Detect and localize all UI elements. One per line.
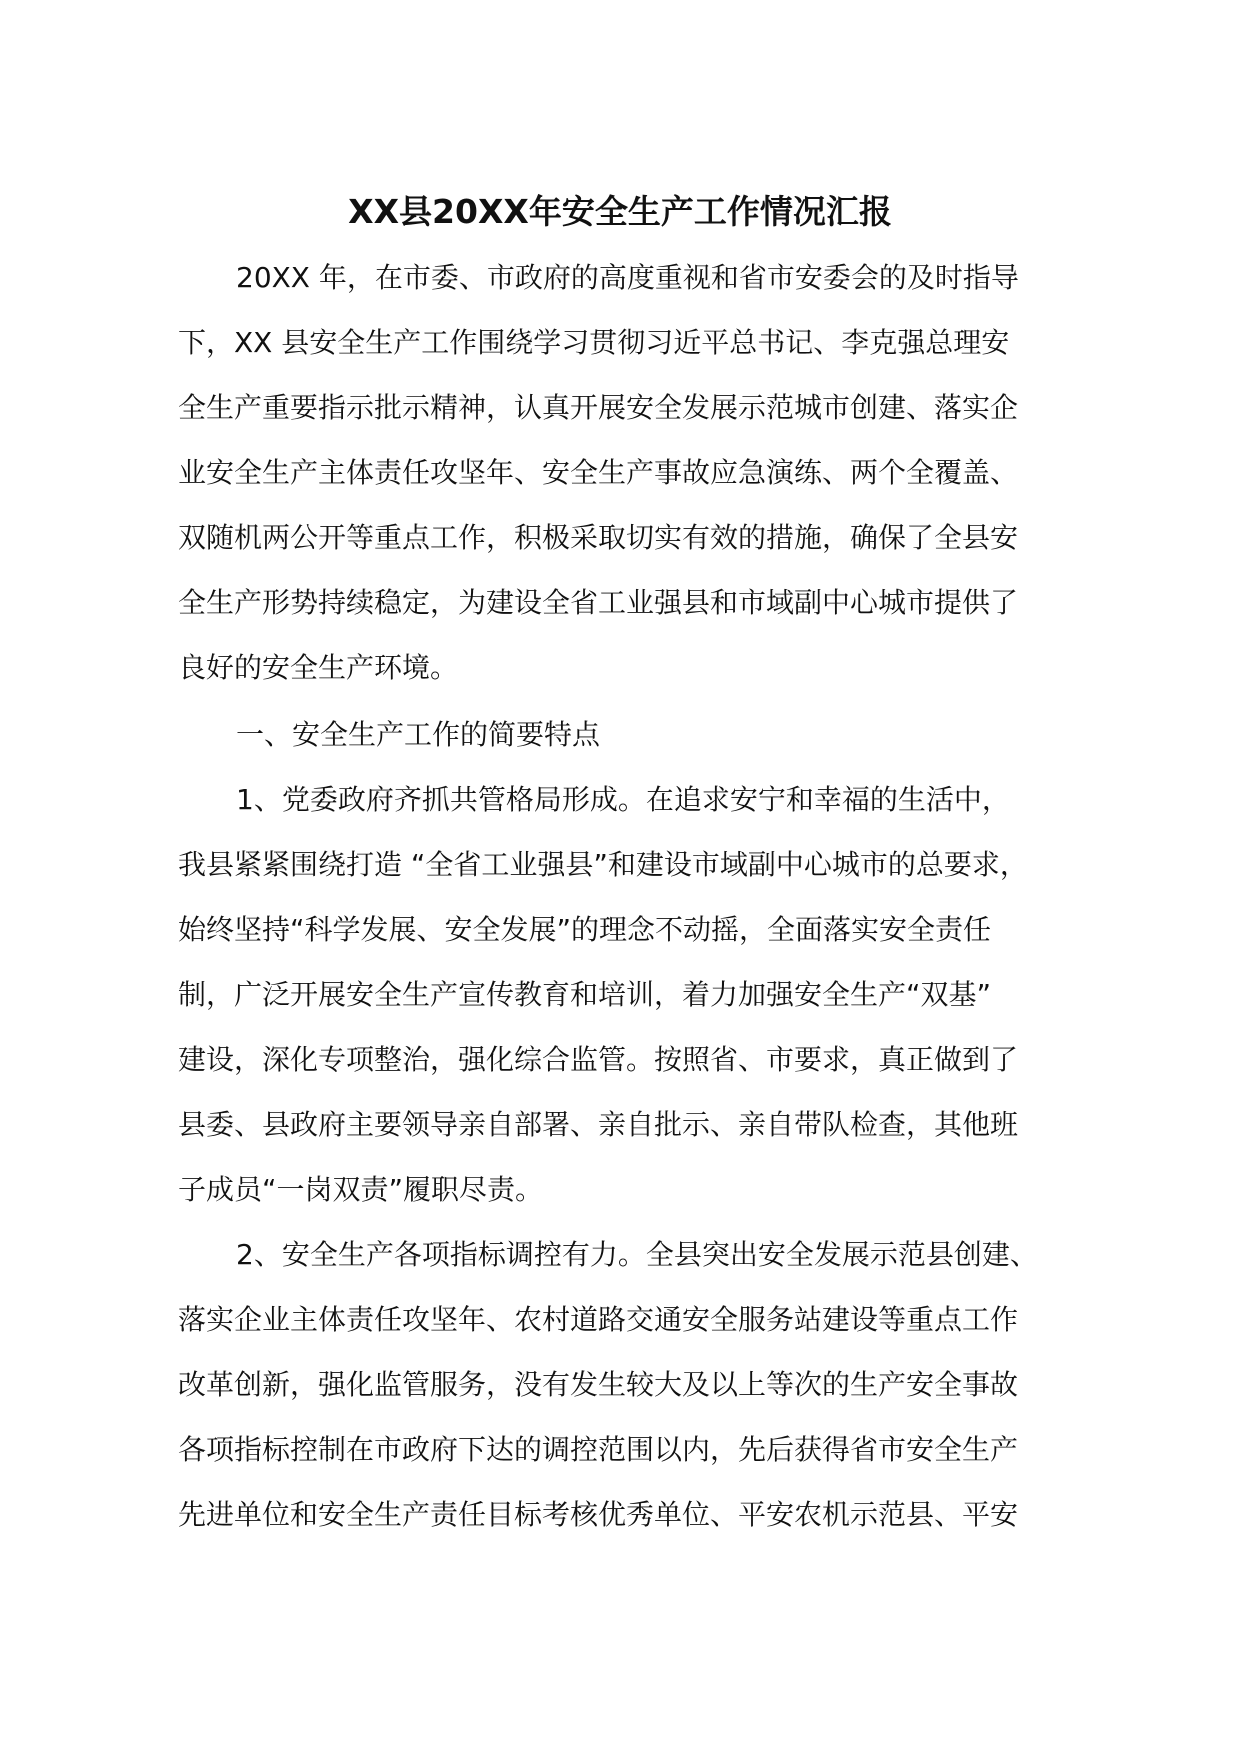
- para2-line5: 建设，深化专项整治，强化综合监管。按照省、市要求，真正做到了: [178, 1043, 1019, 1076]
- para1-line1: 20XX 年，在市委、市政府的高度重视和省市安委会的及时指导: [236, 261, 1019, 294]
- para2-line1: 1、党委政府齐抓共管格局形成。在追求安宁和幸福的生活中，: [236, 783, 1010, 816]
- para1-line5: 双随机两公开等重点工作，积极采取切实有效的措施，确保了全县安: [178, 521, 1019, 554]
- para2-line3: 始终坚持“科学发展、安全发展”的理念不动摇，全面落实安全责任: [178, 913, 992, 946]
- para1-line3: 全生产重要指示批示精神，认真开展安全发展示范城市创建、落实企: [178, 391, 1019, 424]
- para2-line4: 制，广泛开展安全生产宣传教育和培训，着力加强安全生产“双基”: [178, 978, 992, 1011]
- para1-line6: 全生产形势持续稳定，为建设全省工业强县和市域副中心城市提供了: [178, 586, 1019, 619]
- para1-line7: 良好的安全生产环境。: [178, 651, 459, 684]
- document-title: XX县20XX年安全生产工作情况汇报: [348, 192, 892, 231]
- para3-line1: 2、安全生产各项指标调控有力。全县突出安全发展示范县创建、: [236, 1238, 1038, 1271]
- para3-line4: 各项指标控制在市政府下达的调控范围以内，先后获得省市安全生产: [178, 1433, 1019, 1466]
- para3-line2: 落实企业主体责任攻坚年、农村道路交通安全服务站建设等重点工作: [178, 1303, 1019, 1336]
- para1-line2: 下，XX 县安全生产工作围绕学习贯彻习近平总书记、李克强总理安: [178, 326, 1010, 359]
- para1-line4: 业安全生产主体责任攻坚年、安全生产事故应急演练、两个全覆盖、: [178, 456, 1019, 489]
- para2-line7: 子成员“一岗双责”履职尽责。: [178, 1173, 544, 1206]
- para2-line6: 县委、县政府主要领导亲自部署、亲自批示、亲自带队检查，其他班: [178, 1108, 1019, 1141]
- para3-line5: 先进单位和安全生产责任目标考核优秀单位、平安农机示范县、平安: [178, 1498, 1019, 1531]
- para3-line3: 改革创新，强化监管服务，没有发生较大及以上等次的生产安全事故: [178, 1368, 1019, 1401]
- section-heading: 一、安全生产工作的简要特点: [236, 718, 601, 751]
- para2-line2: 我县紧紧围绕打造 “全省工业强县”和建设市域副中心城市的总要求，: [178, 848, 1028, 881]
